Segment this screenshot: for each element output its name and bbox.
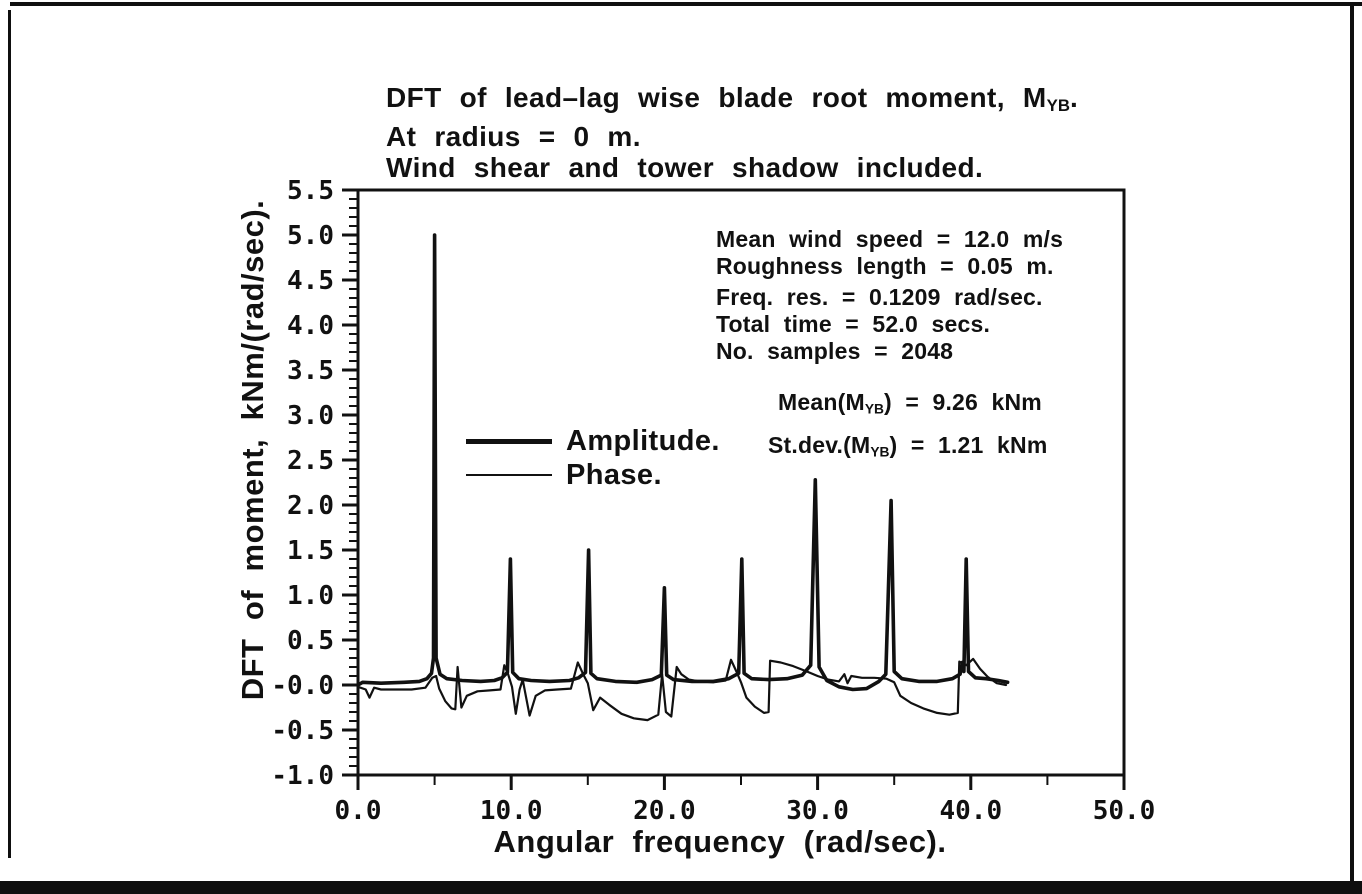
svg-text:30.0: 30.0 <box>786 796 849 826</box>
svg-text:3.0: 3.0 <box>287 401 334 431</box>
svg-text:2.0: 2.0 <box>287 491 334 521</box>
legend-amplitude-label: Amplitude. <box>566 424 720 457</box>
y-axis-label: DFT of moment, kNm/(rad/sec). <box>235 199 270 701</box>
svg-text:0.5: 0.5 <box>287 626 334 656</box>
mean-text: Mean(M <box>778 389 865 415</box>
legend-phase-label: Phase. <box>566 458 662 491</box>
annotation-total-time: Total time = 52.0 secs. <box>716 311 991 337</box>
mean-value-text: ) = 9.26 kNm <box>883 389 1042 415</box>
svg-text:1.0: 1.0 <box>287 581 334 611</box>
svg-text:50.0: 50.0 <box>1092 796 1156 826</box>
svg-text:-1.0: -1.0 <box>271 761 334 791</box>
title-text: DFT of lead–lag wise blade root moment, M <box>386 82 1047 113</box>
annotation-freq-res: Freq. res. = 0.1209 rad/sec. <box>716 284 1043 310</box>
svg-text:20.0: 20.0 <box>633 796 696 826</box>
svg-text:4.0: 4.0 <box>287 311 334 341</box>
chart-title-line-3: Wind shear and tower shadow included. <box>386 152 984 184</box>
svg-text:2.5: 2.5 <box>287 446 334 476</box>
annotation-num-samples: No. samples = 2048 <box>716 338 954 364</box>
annotation-roughness-length: Roughness length = 0.05 m. <box>716 253 1054 279</box>
title-myb-subscript: YB <box>1046 96 1070 116</box>
svg-text:-0.0: -0.0 <box>271 671 334 701</box>
svg-text:-0.5: -0.5 <box>271 716 334 746</box>
x-axis-label: Angular frequency (rad/sec). <box>493 824 947 859</box>
svg-text:5.5: 5.5 <box>287 176 334 206</box>
mean-myb-subscript: YB <box>864 401 884 417</box>
title-period: . <box>1069 82 1079 113</box>
annotation-mean-wind-speed: Mean wind speed = 12.0 m/s <box>716 226 1064 252</box>
svg-text:40.0: 40.0 <box>939 796 1003 826</box>
chart-title-line-2: At radius = 0 m. <box>386 121 641 153</box>
svg-text:5.0: 5.0 <box>287 221 334 251</box>
stdev-text: St.dev.(M <box>768 432 871 458</box>
stdev-value-text: ) = 1.21 kNm <box>889 432 1048 458</box>
svg-text:0.0: 0.0 <box>334 796 382 826</box>
stdev-myb-subscript: YB <box>870 444 890 460</box>
svg-text:1.5: 1.5 <box>287 536 334 566</box>
svg-text:3.5: 3.5 <box>287 356 334 386</box>
svg-text:4.5: 4.5 <box>287 266 334 296</box>
svg-text:10.0: 10.0 <box>479 796 543 826</box>
